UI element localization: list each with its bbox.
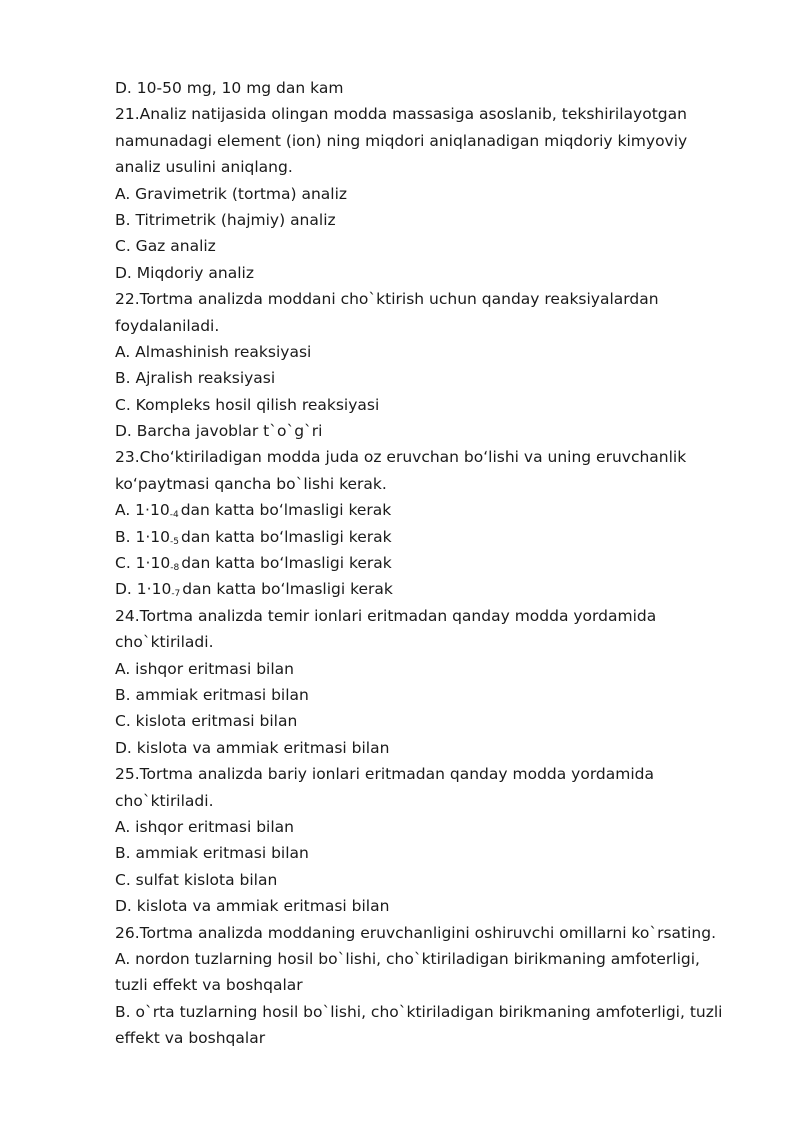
exponent: -8 bbox=[170, 563, 180, 574]
text-line: D. Miqdoriy analiz bbox=[115, 263, 254, 282]
text-line: cho`ktiriladi. bbox=[115, 633, 214, 652]
text-line: C. Kompleks hosil qilish reaksiyasi bbox=[115, 395, 380, 414]
text-line: koʻpaytmasi qancha bo`lishi kerak. bbox=[115, 474, 387, 493]
exponent: -5 bbox=[170, 536, 179, 547]
document-body bbox=[115, 75, 723, 1051]
text-line: D. kislota va ammiak eritmasi bilan bbox=[115, 738, 390, 757]
answer-text: dan katta boʻlmasligi kerak bbox=[182, 580, 393, 599]
text-line: B. o`rta tuzlarning hosil bo`lishi, cho`ktiriladigan birikmaning amfoterligi, tuzli bbox=[115, 1002, 723, 1021]
text-line: D. Barcha javoblar t`o`g`ri bbox=[115, 422, 323, 441]
exponent: -4 bbox=[169, 510, 179, 521]
text-line bbox=[115, 550, 715, 576]
text-line: 21.Analiz natijasida olingan modda massasiga asoslanib, tekshirilayotgan bbox=[115, 105, 687, 124]
text-line: foydalaniladi. bbox=[115, 316, 220, 335]
text-line: namunadagi element (ion) ning miqdori aniqlanadigan miqdoriy kimyoviy bbox=[115, 131, 688, 150]
answer-text: dan katta boʻlmasligi kerak bbox=[181, 554, 392, 573]
text-line: B. Ajralish reaksiyasi bbox=[115, 369, 276, 388]
answer-text: dan katta boʻlmasligi kerak bbox=[180, 501, 392, 520]
text-line: C. Gaz analiz bbox=[115, 237, 216, 256]
text-line: A. nordon tuzlarning hosil bo`lishi, cho`ktiriladigan birikmaning amfoterligi, bbox=[115, 949, 700, 968]
answer-prefix: D. 1·10 bbox=[115, 580, 172, 599]
text-line: A. ishqor eritmasi bilan bbox=[115, 817, 294, 836]
text-line: D. kislota va ammiak eritmasi bilan bbox=[115, 897, 390, 916]
answer-prefix: C. 1·10 bbox=[115, 554, 171, 573]
text-line: C. kislota eritmasi bilan bbox=[115, 712, 298, 731]
text-line: A. ishqor eritmasi bilan bbox=[115, 659, 294, 678]
answer-text: dan katta boʻlmasligi kerak bbox=[180, 527, 392, 546]
text-line: effekt va boshqalar bbox=[115, 1029, 266, 1048]
text-line bbox=[115, 497, 715, 523]
text-line bbox=[115, 524, 715, 550]
text-line: 23.Choʻktiriladigan modda juda oz eruvchan boʻlishi va uning eruvchanlik bbox=[115, 448, 687, 467]
text-line: 22.Tortma analizda moddani cho`ktirish uchun qanday reaksiyalardan bbox=[115, 290, 659, 309]
answer-prefix: A. 1·10 bbox=[115, 501, 170, 520]
text-line: 26.Tortma analizda moddaning eruvchanligini oshiruvchi omillarni ko`rsating. bbox=[115, 923, 717, 942]
text-line: 24.Tortma analizda temir ionlari eritmadan qanday modda yordamida bbox=[115, 606, 657, 625]
text-line: B. Titrimetrik (hajmiy) analiz bbox=[115, 210, 336, 229]
text-line bbox=[115, 576, 715, 602]
text-line: A. Gravimetrik (tortma) analiz bbox=[115, 184, 348, 203]
answer-prefix: B. 1·10 bbox=[115, 527, 170, 546]
text-line: 25.Tortma analizda bariy ionlari eritmadan qanday modda yordamida bbox=[115, 765, 655, 784]
text-line: tuzli effekt va boshqalar bbox=[115, 976, 303, 995]
exponent: -7 bbox=[171, 589, 181, 600]
text-line: B. ammiak eritmasi bilan bbox=[115, 685, 309, 704]
text-line: A. Almashinish reaksiyasi bbox=[115, 342, 312, 361]
text-line: C. sulfat kislota bilan bbox=[115, 870, 278, 889]
text-line: D. 10-50 mg, 10 mg dan kam bbox=[115, 79, 344, 97]
text-line: analiz usulini aniqlang. bbox=[115, 158, 293, 177]
text-line: cho`ktiriladi. bbox=[115, 791, 214, 810]
text-line: B. ammiak eritmasi bilan bbox=[115, 844, 309, 863]
